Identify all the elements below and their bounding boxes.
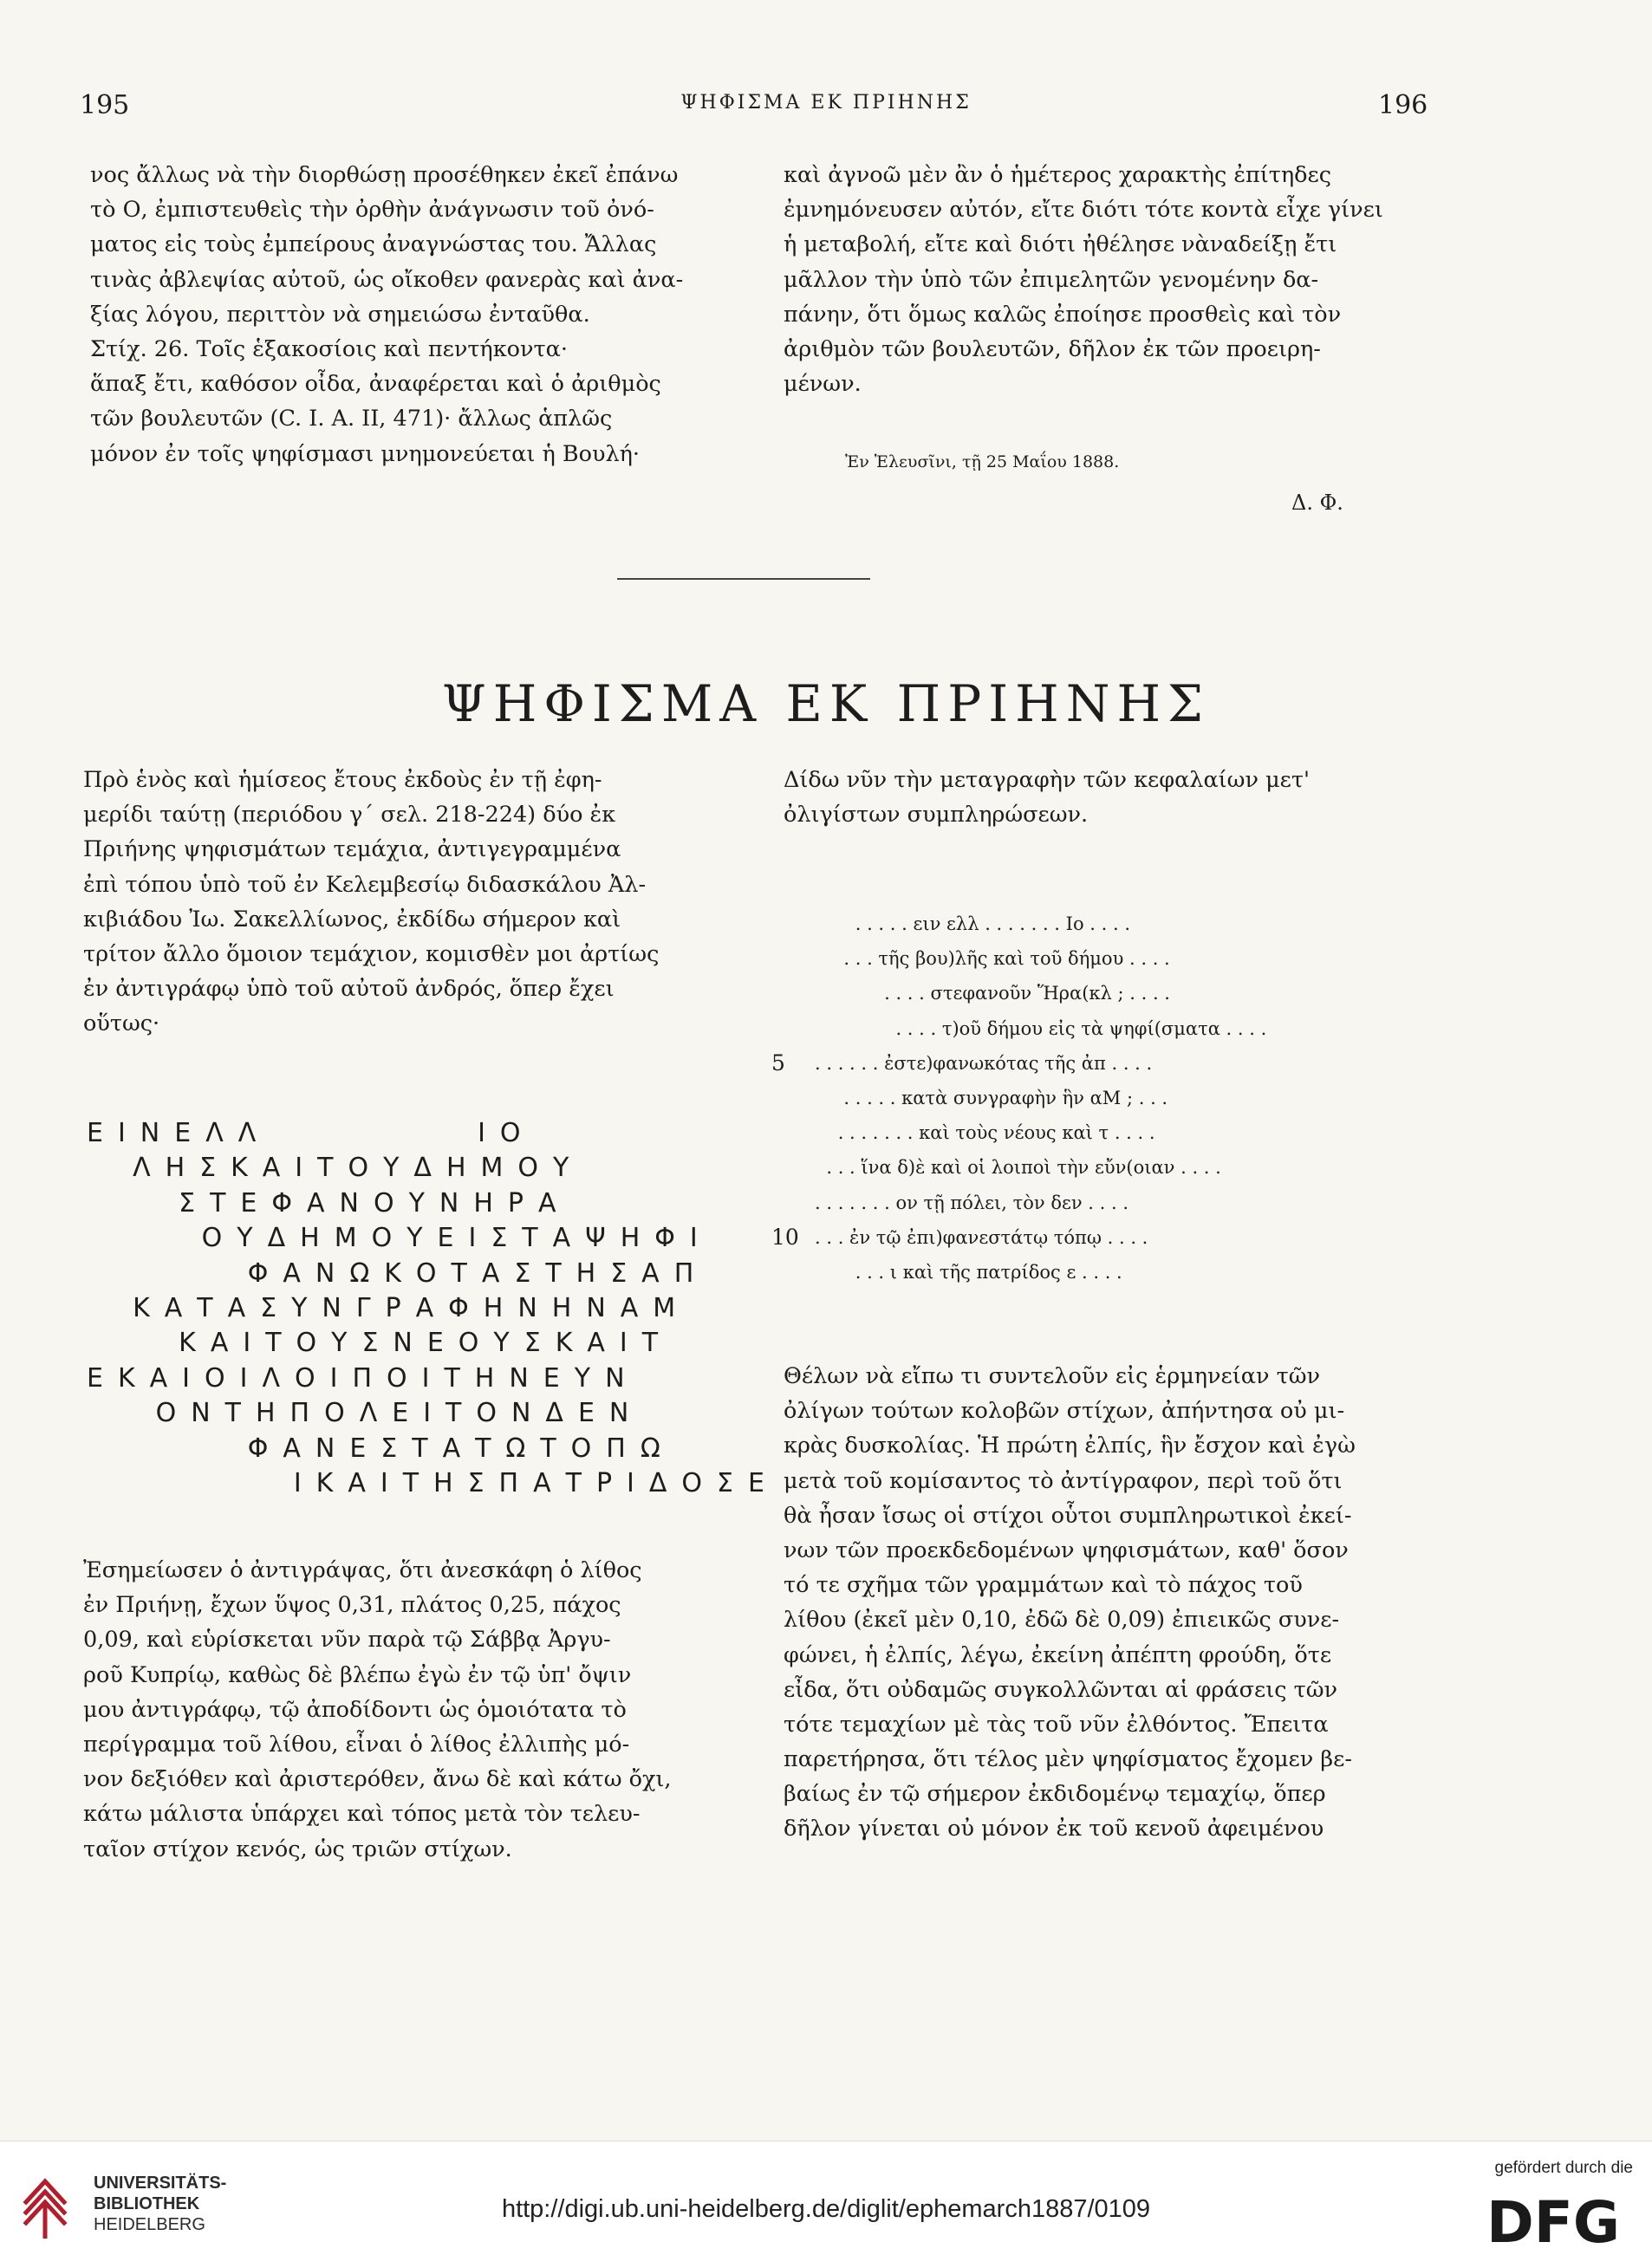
text-line: ἡ μεταβολή, εἴτε καὶ διότι ἠθέλησε νὰναδείξῃ ἔτι bbox=[784, 231, 1337, 258]
line-number bbox=[771, 941, 815, 976]
text-line: Ἐσημείωσεν ὁ ἀντιγράψας, ὅτι ἀνεσκάφη ὁ λίθος bbox=[83, 1557, 642, 1583]
text-line: μου ἀντιγράφῳ, τῷ ἀποδίδοντι ὡς ὁμοιότατα τὸ bbox=[83, 1696, 627, 1723]
text-line: ἅπαξ ἔτι, καθόσον οἶδα, ἀναφέρεται καὶ ὁ ἀριθμὸς bbox=[90, 371, 661, 398]
text-line: ΚΑΙΤΟΥΣΝΕΟΥΣΚΑΙΤ bbox=[87, 1328, 673, 1359]
text-line: ὀλίγων τούτων κολοβῶν στίχων, ἀπήντησα οὐ μι- bbox=[784, 1398, 1345, 1425]
text-line: ἀριθμὸν τῶν βουλευτῶν, δῆλον ἐκ τῶν προειρη- bbox=[784, 335, 1321, 362]
text-line: ΕΙΝΕΛΛ ΙΟ bbox=[87, 1118, 536, 1148]
running-title: ΨΗΦΙΣΜΑ ΕΚ ΠΡΙΗΝΗΣ bbox=[680, 92, 972, 114]
transcription-line bbox=[771, 1186, 1266, 1220]
article-title: ΨΗΦΙΣΜΑ ΕΚ ΠΡΙΗΝΗΣ bbox=[441, 674, 1211, 733]
line-number bbox=[771, 1255, 815, 1290]
line-number bbox=[771, 1011, 815, 1046]
line-number bbox=[771, 907, 815, 941]
text-line: εἶδα, ὅτι οὐδαμῶς συγκολλῶνται αἱ φράσεις τῶν bbox=[784, 1676, 1338, 1703]
line-text: . . . . . ειν ελλ . . . . . . . Ιο . . . . bbox=[815, 913, 1131, 934]
top-left-column bbox=[90, 158, 683, 471]
text-line: ΕΚΑΙΟΙΛΟΙΠΟΙΤΗΝΕΥΝ bbox=[87, 1362, 640, 1394]
transcription-line bbox=[771, 1046, 1266, 1081]
text-line: νος ἄλλως νὰ τὴν διορθώσῃ προσέθηκεν ἐκεῖ ἐπάνω bbox=[90, 162, 679, 188]
line-number: 10 bbox=[771, 1224, 799, 1250]
text-line: δῆλον γίνεται οὐ μόνον ἐκ τοῦ κενοῦ ἀφειμένου bbox=[784, 1816, 1324, 1842]
dfg-logo bbox=[1472, 2192, 1635, 2249]
transcription-line bbox=[771, 1150, 1266, 1185]
text-line: ΛΗΣΚΑΙΤΟΥΔΗΜΟΥ bbox=[87, 1153, 584, 1184]
text-line: ΙΚΑΙΤΗΣΠΑΤΡΙΔΟΣΕ bbox=[87, 1467, 779, 1498]
intro-right-column bbox=[784, 763, 1310, 832]
text-line: ΦΑΝΩΚΟΤΑΣΤΗΣΑΠ bbox=[87, 1257, 709, 1289]
text-line: φώνει, ἡ ἐλπίς, λέγω, ἐκείνη ἀπέπτη φρούδη, ὅτε bbox=[784, 1641, 1332, 1668]
bottom-right-column bbox=[784, 1359, 1356, 1847]
line-number: 5 bbox=[771, 1050, 785, 1076]
digitization-footer bbox=[0, 2141, 1652, 2268]
text-line: 0,09, καὶ εὑρίσκεται νῦν παρὰ τῷ Σάββᾳ Ἀργυ- bbox=[83, 1627, 611, 1654]
text-line: μερίδι ταύτῃ (περιόδου γ΄ σελ. 218-224) δύο ἐκ bbox=[83, 802, 616, 829]
text-line: περίγραμμα τοῦ λίθου, εἶναι ὁ λίθος ἐλλιπὴς μό- bbox=[83, 1731, 630, 1758]
text-line: ξίας λόγου, περιττὸν νὰ σημειώσω ἐνταῦθα. bbox=[90, 301, 590, 328]
line-text: . . . ἐν τῷ ἐπι)φανεστάτῳ τόπῳ . . . . bbox=[815, 1226, 1148, 1248]
text-line: ἐπὶ τόπου ὑπὸ τοῦ ἐν Κελεμβεσίῳ διδασκάλου Ἀλ- bbox=[83, 871, 647, 898]
transcription-line bbox=[771, 941, 1266, 976]
transcription-line bbox=[771, 976, 1266, 1011]
page-number-right: 196 bbox=[1378, 90, 1428, 120]
text-line: ΟΝΤΗΠΟΛΕΙΤΟΝΔΕΝ bbox=[87, 1398, 644, 1429]
text-line: ΣΤΕΦΑΝΟΥΝΗΡΑ bbox=[87, 1187, 571, 1218]
transcription-line bbox=[771, 907, 1266, 941]
line-text: . . . . . . . ον τῇ πόλει, τὸν δεν . . . . bbox=[815, 1192, 1129, 1213]
text-line: τό τε σχῆμα τῶν γραμμάτων καὶ τὸ πάχος τοῦ bbox=[784, 1572, 1303, 1599]
library-name: UNIVERSITÄTS- BIBLIOTHEK HEIDELBERG bbox=[94, 2174, 227, 2234]
text-line: ἐμνημόνευσεν αὐτόν, εἴτε διότι τότε κοντὰ εἶχε γίνει bbox=[784, 197, 1383, 224]
transcription-line bbox=[771, 1220, 1266, 1255]
inscription-transcription bbox=[771, 907, 1266, 1290]
source-url-link[interactable]: http://digi.ub.uni-heidelberg.de/diglit/ephemarch1887/0109 bbox=[501, 2195, 1151, 2223]
line-text: . . . ἵνα δ)ὲ καὶ οἱ λοιποὶ τὴν εὔν(οιαν . . . . bbox=[815, 1157, 1221, 1179]
author-initials: Δ. Φ. bbox=[1291, 491, 1343, 515]
line-text: . . . . . . . καὶ τοὺς νέους καὶ τ . . . . bbox=[815, 1122, 1155, 1144]
text-line: ΟΥΔΗΜΟΥΕΙΣΤΑΨΗΦΙ bbox=[87, 1223, 712, 1254]
transcription-line bbox=[771, 1255, 1266, 1290]
page-number-left: 195 bbox=[80, 90, 130, 120]
text-line: ἐν Πριήνῃ, ἔχων ὕψος 0,31, πλάτος 0,25, πάχος bbox=[83, 1592, 621, 1619]
text-line: ἐν ἀντιγράφῳ ὑπὸ τοῦ αὐτοῦ ἀνδρός, ὅπερ ἔχει bbox=[83, 976, 615, 1003]
line-text: . . . ι καὶ τῆς πατρίδος ε . . . . bbox=[815, 1261, 1122, 1283]
section-divider bbox=[617, 578, 870, 580]
text-line: μένων. bbox=[784, 371, 862, 398]
line-number bbox=[771, 1115, 815, 1150]
text-line: Στίχ. 26. Τοῖς ἑξακοσίοις καὶ πεντήκοντα· bbox=[90, 335, 568, 362]
text-line: ροῦ Κυπρίῳ, καθὼς δὲ βλέπω ἐγὼ ἐν τῷ ὑπ' ὄψιν bbox=[83, 1661, 632, 1688]
text-line: τῶν βουλευτῶν (C. I. A. II, 471)· ἄλλως ἁπλῶς bbox=[90, 406, 613, 432]
top-right-column bbox=[784, 158, 1383, 401]
text-line: καὶ ἀγνοῶ μὲν ἂν ὁ ἡμέτερος χαρακτὴς ἐπίτηδες bbox=[784, 162, 1331, 188]
text-line: μετὰ τοῦ κομίσαντος τὸ ἀντίγραφον, περὶ τοῦ ὅτι bbox=[784, 1467, 1343, 1494]
text-line: λίθου (ἐκεῖ μὲν 0,10, ἐδῶ δὲ 0,09) ἐπιεικῶς συνε- bbox=[784, 1607, 1340, 1634]
place-date-signoff: Ἐν Ἐλευσῖνι, τῇ 25 Μαΐου 1888. bbox=[845, 452, 1120, 471]
text-line: τότε τεμαχίων μὲ τὰς τοῦ νῦν ἐλθόντος. Ἔπειτα bbox=[784, 1711, 1329, 1738]
transcription-line bbox=[771, 1081, 1266, 1115]
text-line: θὰ ἦσαν ἴσως οἱ στίχοι οὗτοι συμπληρωτικοὶ ἐκεί- bbox=[784, 1502, 1352, 1529]
svg-text:DFG: DFG bbox=[1486, 2192, 1621, 2249]
line-number bbox=[771, 1150, 815, 1185]
line-number bbox=[771, 1186, 815, 1220]
text-line: πάνην, ὅτι ὅμως καλῶς ἐποίησε προσθεὶς καὶ τὸν bbox=[784, 301, 1342, 328]
text-line: ΦΑΝΕΣΤΑΤΩΤΟΠΩ bbox=[87, 1433, 675, 1464]
text-line: βαίως ἐν τῷ σήμερον ἐκδιδομένῳ τεμαχίῳ, ὅπερ bbox=[784, 1781, 1326, 1808]
line-text: . . . . . . ἐστε)φανωκότας τῆς ἀπ . . . . bbox=[815, 1052, 1153, 1074]
text-line: Πριήνης ψηφισμάτων τεμάχια, ἀντιγεγραμμένα bbox=[83, 836, 621, 863]
line-text: . . . . . κατὰ συνγραφὴν ἣν αΜ ; . . . bbox=[815, 1087, 1168, 1108]
line-text: . . . . τ)οῦ δήμου εἰς τὰ ψηφί(σματα . . . . bbox=[815, 1017, 1267, 1039]
text-line: μᾶλλον τὴν ὑπὸ τῶν ἐπιμελητῶν γενομένην δα- bbox=[784, 266, 1319, 293]
line-number bbox=[771, 976, 815, 1011]
line-number bbox=[771, 1081, 815, 1115]
bottom-left-column bbox=[83, 1553, 672, 1867]
text-line: κιβιάδου Ἰω. Σακελλίωνος, ἐκδίδω σήμερον καὶ bbox=[83, 906, 621, 933]
text-line: μόνον ἐν τοῖς ψηφίσμασι μνημονεύεται ἡ Βουλή· bbox=[90, 440, 641, 467]
text-line: ματος εἰς τοὺς ἐμπείρους ἀναγνώστας του. Ἄλλας bbox=[90, 231, 657, 258]
transcription-line bbox=[771, 1115, 1266, 1150]
text-line: Δίδω νῦν τὴν μεταγραφὴν τῶν κεφαλαίων μετ' bbox=[784, 767, 1310, 793]
text-line: νων τῶν προεκδεδομένων ψηφισμάτων, καθ' ὅσον bbox=[784, 1537, 1349, 1563]
text-line: ΚΑΤΑΣΥΝΓΡΑΦΗΝΗΝΑΜ bbox=[87, 1292, 691, 1323]
text-line: οὕτως· bbox=[83, 1011, 160, 1037]
line-text: . . . . στεφανοῦν Ἥρα(κλ ; . . . . bbox=[815, 983, 1170, 1004]
text-line: κάτω μάλιστα ὑπάρχει καὶ τόπος μετὰ τὸν τελευ- bbox=[83, 1801, 641, 1828]
intro-left-column bbox=[83, 763, 659, 1042]
text-line: Θέλων νὰ εἴπω τι συντελοῦν εἰς ἑρμηνείαν τῶν bbox=[784, 1363, 1320, 1389]
text-line: ὀλιγίστων συμπληρώσεων. bbox=[784, 802, 1089, 829]
transcription-line bbox=[771, 1011, 1266, 1046]
text-line: τρίτον ἄλλο ὅμοιον τεμάχιον, κομισθὲν μοι ἀρτίως bbox=[83, 940, 660, 967]
text-line: ταῖον στίχον κενός, ὡς τριῶν στίχων. bbox=[83, 1836, 512, 1862]
funding-caption: gefördert durch die bbox=[1494, 2159, 1633, 2177]
text-line: τὸ Ο, ἐμπιστευθεὶς τὴν ὀρθὴν ἀνάγνωσιν τοῦ ὀνό- bbox=[90, 197, 654, 224]
text-line: τινὰς ἀβλεψίας αὐτοῦ, ὡς οἴκοθεν φανερὰς καὶ ἀνα- bbox=[90, 266, 684, 293]
text-line: κρὰς δυσκολίας. Ἡ πρώτη ἐλπίς, ἣν ἔσχον καὶ ἐγὼ bbox=[784, 1433, 1356, 1459]
text-line: νον δεξιόθεν καὶ ἀριστερόθεν, ἄνω δὲ καὶ κάτω ὄχι, bbox=[83, 1766, 672, 1793]
text-line: παρετήρησα, ὅτι τέλος μὲν ψηφίσματος ἔχομεν βε- bbox=[784, 1746, 1352, 1773]
text-line: Πρὸ ἑνὸς καὶ ἡμίσεος ἔτους ἐκδοὺς ἐν τῇ ἐφη- bbox=[83, 767, 602, 793]
line-text: . . . τῆς βου)λῆς καὶ τοῦ δήμου . . . . bbox=[815, 948, 1170, 970]
inscription-facsimile bbox=[87, 1116, 779, 1501]
